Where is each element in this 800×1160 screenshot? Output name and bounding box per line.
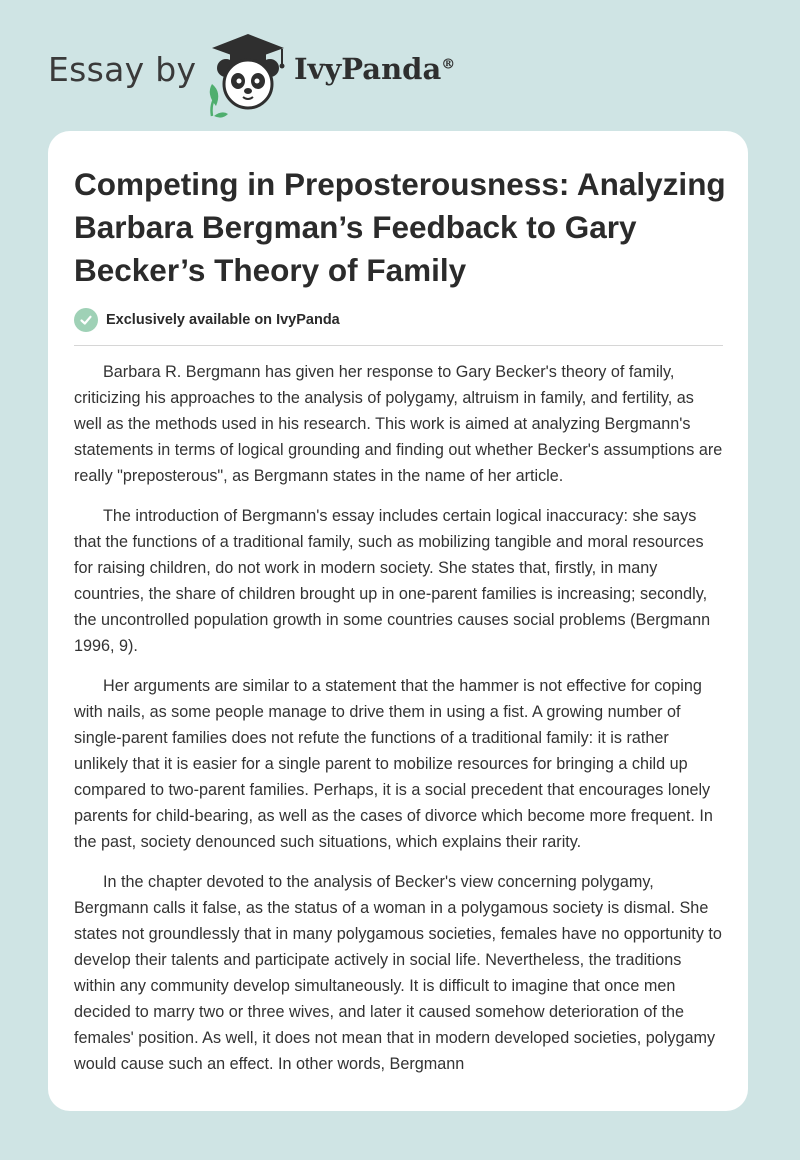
- paragraph: Her arguments are similar to a statement that the hammer is not effective for coping with nails, as some people manage to drive them in using a fist. A growing number of single-parent families does not refute the functions of a traditional family: it is rather unlikely that it is easier for a single parent to mobilize resources for bringing a child up compared to two-parent families. Perhaps, it is a social precedent that encourages lonely parents for child-bearing, as well as the cases of divorce which become more frequent. In the past, society denounced such situations, which explains their rarity.: [74, 677, 713, 851]
- essay-card: [48, 131, 748, 1111]
- badge-label: Exclusively available on IvyPanda: [106, 312, 340, 328]
- essay-title: Competing in Preposterousness: Analyzing Barbara Bergman’s Feedback to Gary Becker’s Theory of Family: [74, 166, 726, 288]
- panda-graduate-logo-icon: [202, 28, 294, 120]
- paragraph: The introduction of Bergmann's essay includes certain logical inaccuracy: she says that the functions of a traditional family, such as mobilizing tangible and moral resources for raising children, do not work in modern society. She states that, firstly, in many countries, the share of children brought up in one-parent families is increasing; secondly, the uncontrolled population growth in some countries causes social problems (Bergmann 1996, 9).: [74, 507, 711, 655]
- site-header: [44, 28, 524, 118]
- essay-by-label: Essay by: [48, 50, 197, 89]
- availability-badge: [74, 306, 340, 334]
- paragraph: Barbara R. Bergmann has given her response to Gary Becker's theory of family, criticizing his approaches to the analysis of polygamy, altruism in family, and fertility, as well as the methods used in his research. This work is aimed at analyzing Bergmann's statements in terms of logical grounding and finding out whether Becker's assumptions are really "preposterous", as Bergmann states in the name of her article.: [74, 363, 723, 485]
- divider: [74, 345, 723, 346]
- brand-name: IvyPanda®: [294, 52, 456, 86]
- essay-body: [74, 359, 726, 1091]
- check-circle-icon: [74, 308, 98, 332]
- paragraph: In the chapter devoted to the analysis of Becker's view concerning polygamy, Bergmann calls it false, as the status of a woman in a polygamous society is dismal. She states not groundlessly that in many polygamous societies, females have no opportunity to develop their talents and participate actively in social life. Nevertheless, the traditions within any community develop simultaneously. It is difficult to imagine that once men decided to marry two or three wives, and later it caused somehow deterioration of the females' position. As well, it does not mean that in modern developed societies, polygamy would cause such an effect. In other words, Bergmann: [74, 873, 722, 1073]
